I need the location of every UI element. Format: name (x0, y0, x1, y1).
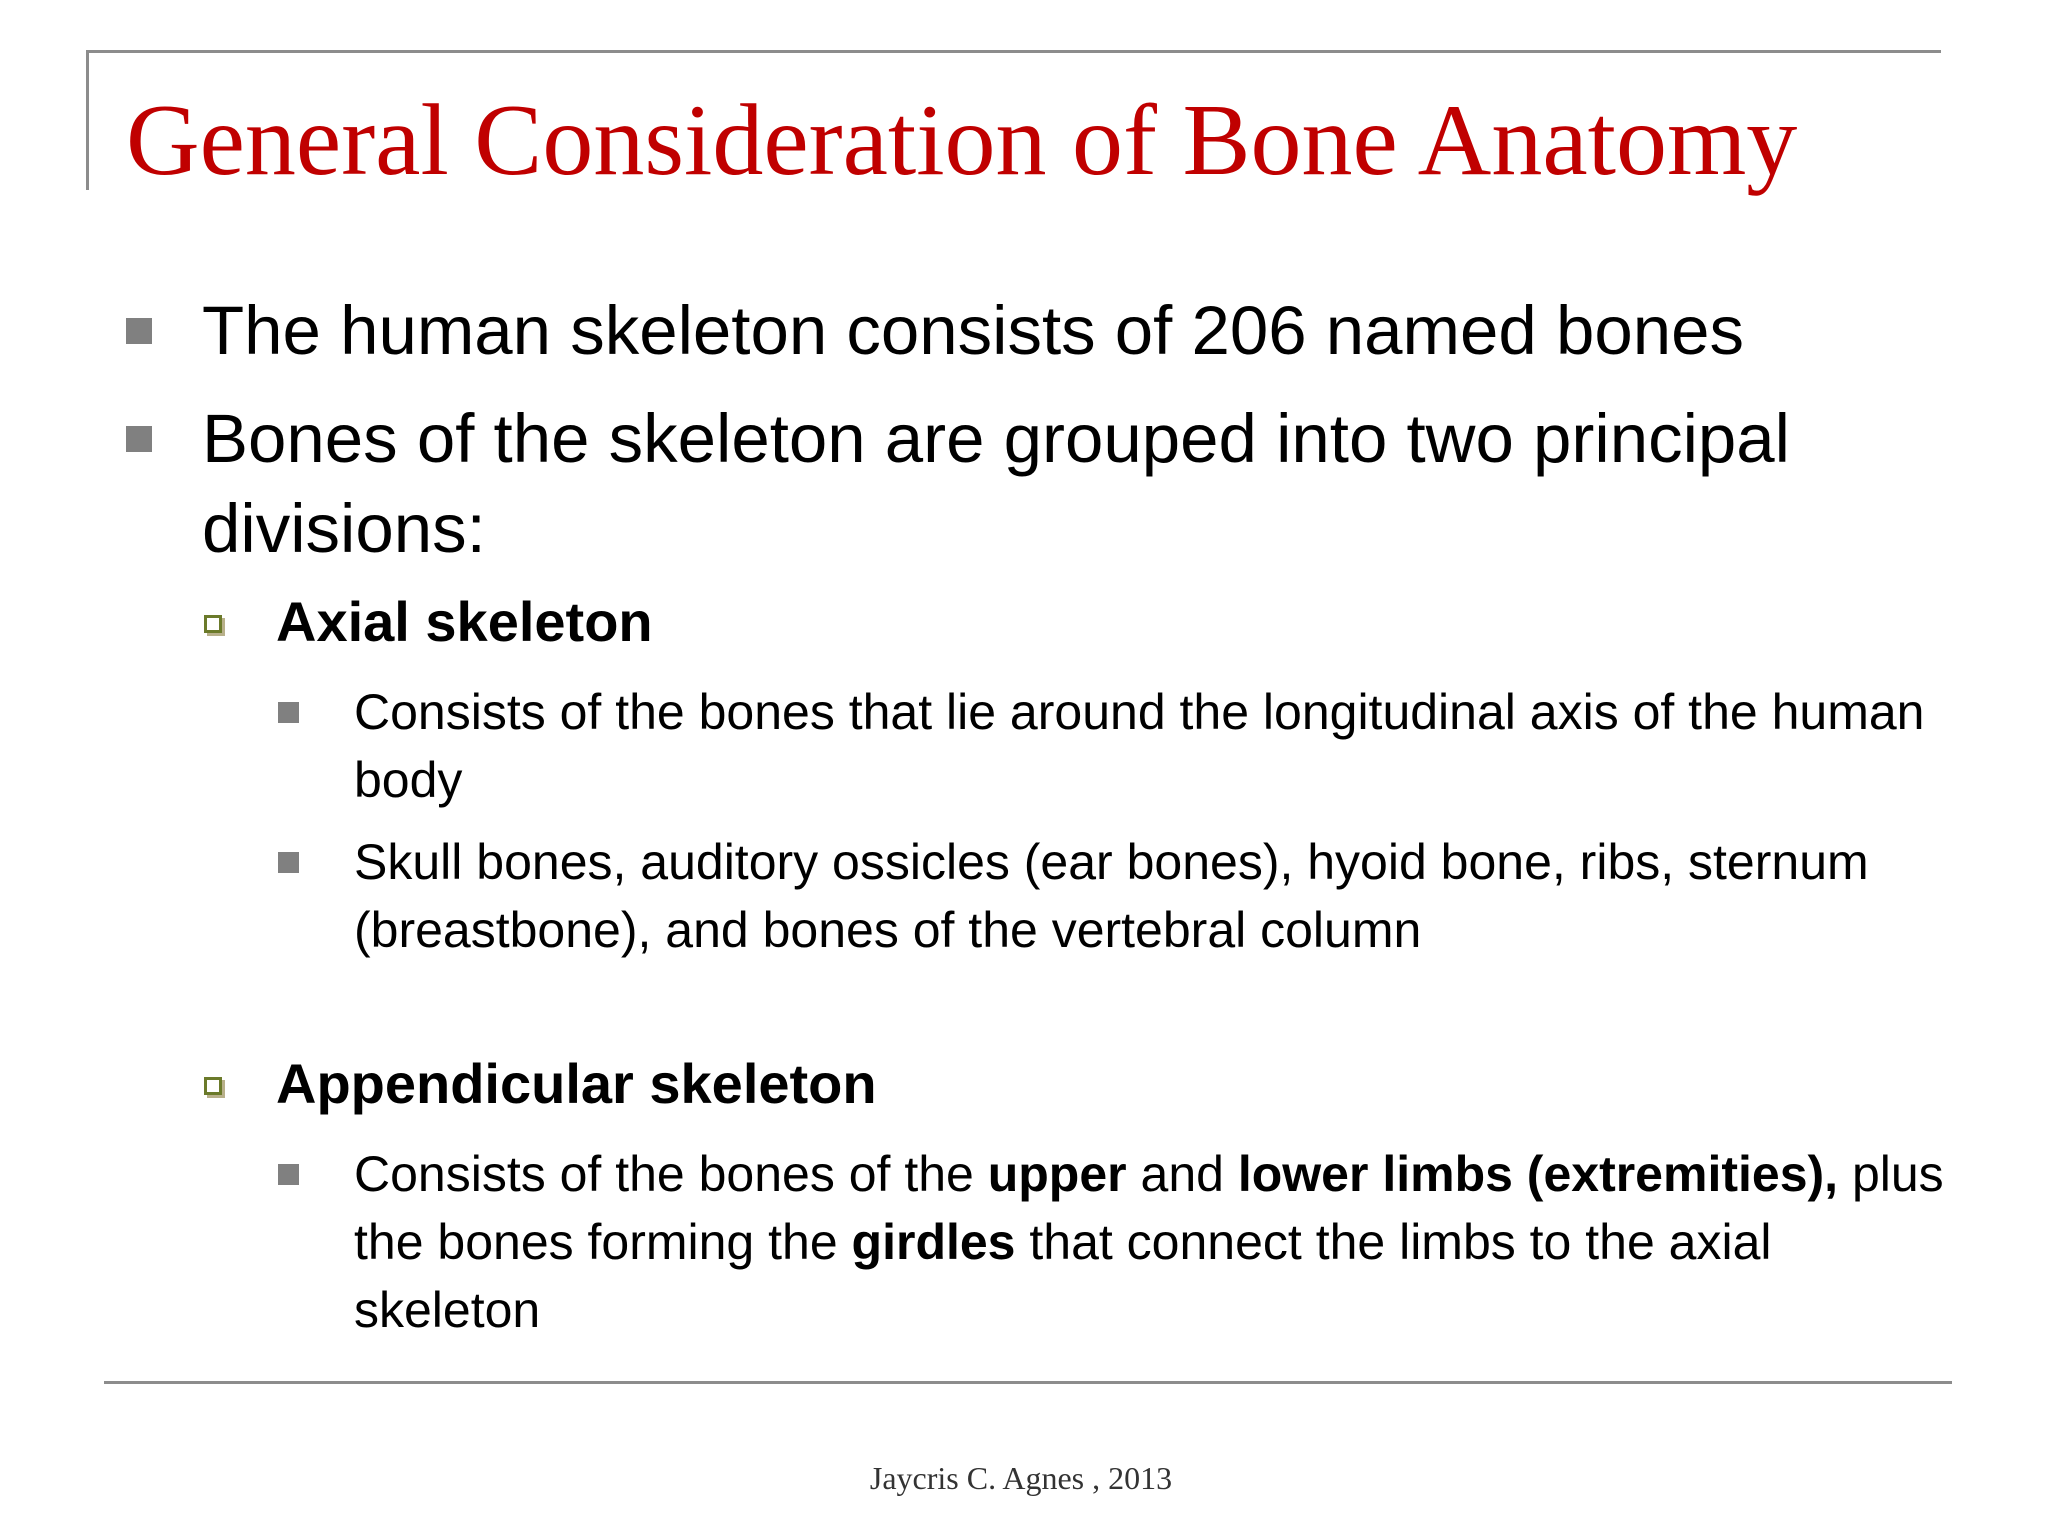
square-bullet-icon (278, 1164, 299, 1185)
text-segment: Consists of the bones of the (354, 1146, 988, 1202)
square-bullet-icon (126, 426, 152, 452)
square-bullet-icon (126, 318, 152, 344)
axial-item-2-text: Skull bones, auditory ossicles (ear bones), hyoid bone, ribs, sternum (breastbone), and bones of the vertebral column (354, 834, 1869, 958)
bullet-2-text: Bones of the skeleton are grouped into two principal divisions: (202, 400, 1791, 567)
hollow-square-bullet-icon (204, 615, 222, 633)
slide-title: General Consideration of Bone Anatomy (126, 84, 1798, 197)
footer-text: Jaycris C. Agnes , 2013 (869, 1460, 1173, 1496)
bold-term: girdles (851, 1214, 1016, 1270)
subsection-heading: Appendicular skeleton (276, 1052, 877, 1115)
bottom-frame-line (104, 1381, 1952, 1384)
bold-term: upper (987, 1146, 1127, 1202)
text-segment: plus the bones forming the (354, 1146, 1944, 1270)
axial-item-1-text: Consists of the bones that lie around the longitudinal axis of the human body (354, 684, 1925, 808)
square-bullet-icon (278, 852, 299, 873)
square-bullet-icon (278, 702, 299, 723)
appendicular-item-1-text (354, 1140, 1954, 1344)
text-segment: that connect the limbs to the axial skeleton (354, 1214, 1772, 1338)
bullet-1-text: The human skeleton consists of 206 named bones (202, 292, 1744, 369)
bold-term: lower limbs (extremities), (1237, 1146, 1839, 1202)
text-segment: and (1126, 1146, 1238, 1202)
hollow-square-bullet-icon (204, 1077, 222, 1095)
subsection-heading: Axial skeleton (276, 590, 653, 653)
footer (0, 1458, 2048, 1498)
